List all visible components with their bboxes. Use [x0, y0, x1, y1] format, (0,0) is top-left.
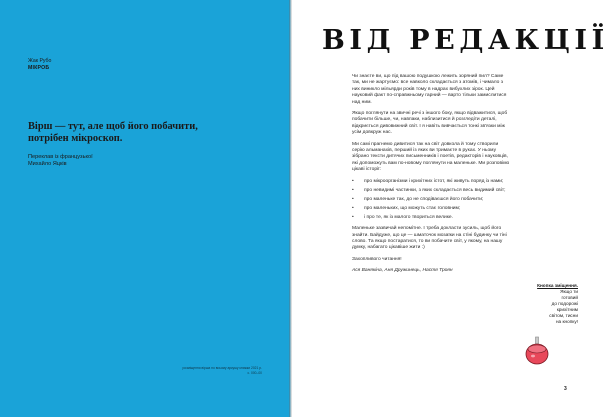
red-button-icon [524, 336, 550, 366]
list-item [352, 188, 510, 194]
author-block [28, 58, 51, 71]
sidebar-line: готовий [561, 295, 578, 300]
bullet-icon: • [352, 214, 354, 220]
poem-title: МІКРОБ [28, 64, 50, 71]
right-page [292, 0, 609, 417]
poem-quote [28, 121, 228, 145]
editorial-paragraph: Якщо поглянути на звичні речі з іншого боку, якщо відважитися, щоб побачити більше, чи, навпаки, наблизитися й розгледіти деталі, відкриється дивовижний світ. І я навіть вивчається тонкі зв'язки між усім довкруж нас. [352, 111, 508, 136]
bullet-icon: • [352, 178, 354, 184]
quote-line: Вірш — тут, але щоб його побачити, [28, 121, 198, 132]
sidebar-line: на кнопку! [555, 319, 578, 324]
topic-list [352, 179, 510, 221]
left-page [0, 0, 290, 417]
list-item [352, 197, 510, 203]
sidebar-note [520, 283, 578, 325]
translator-line: Переклав із французької [28, 154, 93, 160]
list-item [352, 215, 510, 221]
imprint-note [172, 366, 262, 376]
sidebar-line: Якщо ти [560, 289, 578, 294]
editorial-text [352, 74, 510, 280]
list-item [352, 179, 510, 185]
editorial-paragraph: Чи знаєте ви, що під вашою подушкою лежить зоряний пил? Саме так, ми не жартуємо: все навколо складається з атомів, і чимало з них виникло мільярди років тому в надрах вибухлих зірок. Цей науковий факт по-справжньому гарний — варто тільки замислитися над ним. [352, 74, 507, 105]
translator-credit [28, 154, 93, 168]
list-item-text: про мікроорганізми і крихітних істот, які живуть поряд із нами; [364, 178, 504, 184]
sidebar-title: Кнопка зміщення. [537, 283, 578, 288]
editorial-paragraph: Ми самі прагнемо дивитися так на світ довкола й тому створили серію альманахів, перший із яких ви тримаєте в руках. У ньому зібрано тексти дитячих письменників і поетів, редакторів і науковців, які допоможуть вам по-новому поглянути на маленьке. Ми розповімо цікаві історії: [352, 141, 510, 173]
imprint-line: с. 000–00 [247, 371, 262, 375]
list-item-text: і про те, як із малого твориться велике. [364, 214, 453, 220]
imprint-line: розміщення вірша по всьому аркушу книжки 2021 р. [182, 366, 262, 370]
bullet-icon: • [352, 205, 354, 211]
list-item-text: про маленьке так, до не сподіваєшся його побачити; [364, 196, 484, 202]
list-item-text: про невидимі частинки, з яких складається весь видимий світ; [364, 187, 506, 193]
sidebar-line: світом, тисни [549, 313, 578, 318]
quote-line: потрібен мікроскоп. [28, 133, 123, 144]
editors-signature: Ася Ванякіна, Аня Дружинець, Настя Троян [352, 268, 453, 274]
page-number: 3 [564, 386, 567, 392]
sidebar-line: до подорожі [551, 301, 578, 306]
closing-paragraph: Маленьке зазвичай непомітне. І треба докласти зусиль, щоб його знайти. Байдуже, що це — шматочок мозаїки на стіні будинку чи тіні слово. Та якщо постаратися, то ви побачите світ, у якому, на нашу думку, набагато цікавіше жити :) [352, 226, 507, 251]
translator-line: Михайло Яцків [28, 161, 67, 167]
closing-wish: Захопливого читання! [352, 256, 402, 262]
page-heading: ВІД РЕДАКЦІЇ [322, 25, 609, 56]
list-item-text: про маленьких, що можуть стає головним; [364, 205, 461, 211]
list-item [352, 206, 510, 212]
sidebar-line: крихітним [556, 307, 578, 312]
author-name: Жак Рубо [28, 58, 52, 64]
bullet-icon: • [352, 187, 354, 193]
bullet-icon: • [352, 196, 354, 202]
